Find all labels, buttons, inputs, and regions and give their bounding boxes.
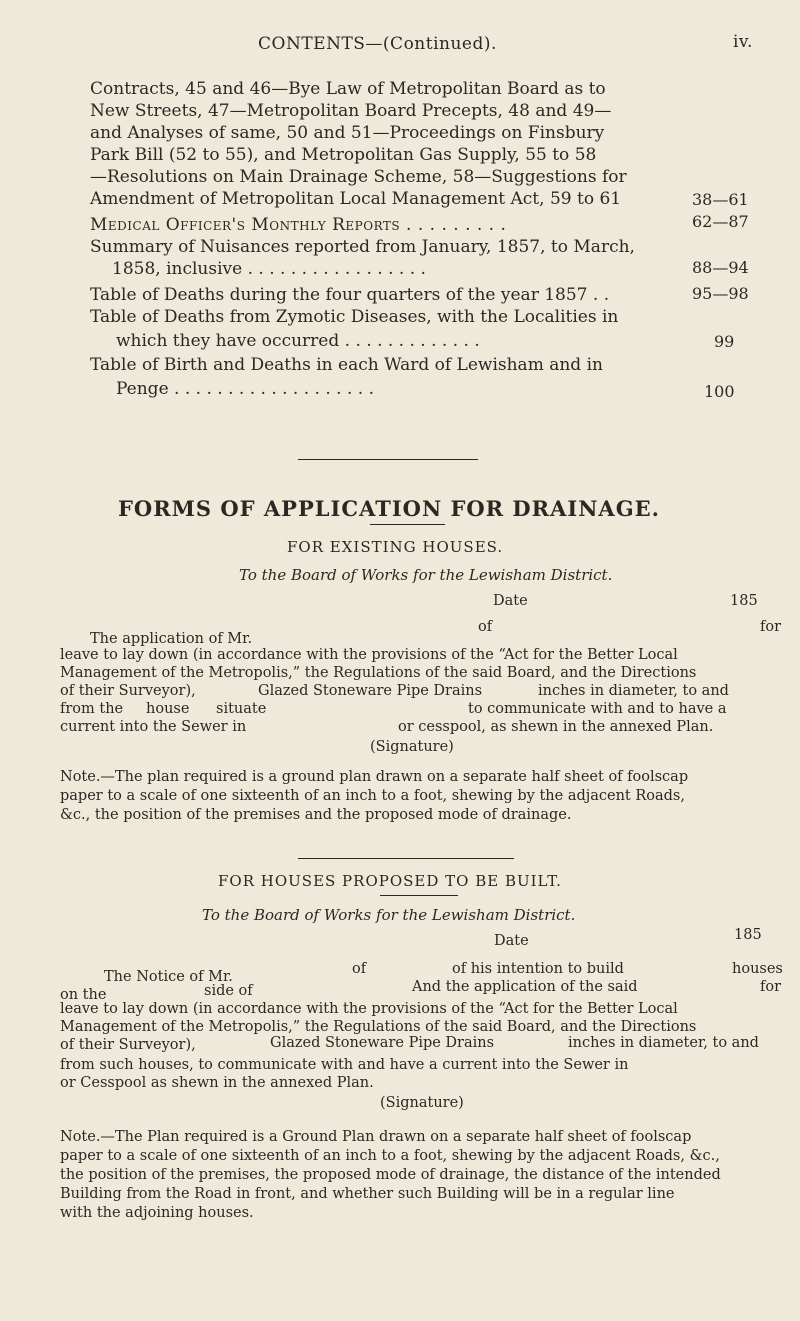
form-line: from the bbox=[60, 701, 124, 717]
form-line: for bbox=[760, 979, 782, 995]
form-line: houses bbox=[732, 961, 783, 977]
form-line: The Notice of Mr. bbox=[104, 969, 233, 985]
section-heading-existing: FOR EXISTING HOUSES. bbox=[287, 538, 504, 556]
toc-label: 1858, inclusive bbox=[112, 259, 243, 279]
toc-entry-birth: Table of Birth and Deaths in each Ward of Lewisham and in bbox=[90, 355, 603, 375]
toc-entry-birth-cont: Penge . . . . . . . . . . . . . . . . . . . bbox=[116, 379, 374, 399]
form-line: Glazed Stoneware Pipe Drains bbox=[270, 1035, 495, 1051]
form-line: or cesspool, as shewn in the annexed Plan. bbox=[398, 719, 714, 735]
note-existing bbox=[60, 768, 688, 825]
form-word: for bbox=[760, 619, 782, 635]
toc-line: —Resolutions on Main Drainage Scheme, 58—Suggestions for bbox=[90, 167, 627, 187]
form-line: of their Surveyor), bbox=[60, 683, 196, 699]
toc-label: Penge bbox=[116, 379, 169, 399]
page-number: iv. bbox=[733, 32, 753, 52]
divider bbox=[298, 459, 478, 460]
toc-line: Amendment of Metropolitan Local Management Act, 59 to 61 bbox=[90, 189, 622, 209]
note-line: paper to a scale of one sixteenth of an inch to a foot, shewing by the adjacent Roads, &c., bbox=[60, 1148, 720, 1164]
form-line: inches in diameter, to and bbox=[538, 683, 729, 699]
note-line: paper to a scale of one sixteenth of an inch to a foot, shewing by the adjacent Roads, bbox=[60, 788, 685, 804]
form-line: inches in diameter, to and bbox=[568, 1035, 759, 1051]
form-line: leave to lay down (in accordance with the provisions of the “Act for the Better Local bbox=[60, 1001, 678, 1017]
toc-label: Table of Deaths during the four quarters of the year 1857 bbox=[90, 285, 588, 305]
year: 185 bbox=[730, 593, 758, 609]
note-line: Building from the Road in front, and whether such Building will be in a regular line bbox=[60, 1186, 675, 1202]
toc-label: which they have occurred bbox=[116, 331, 340, 351]
toc-entry-table-deaths: Table of Deaths during the four quarters of the year 1857 . . bbox=[90, 285, 610, 305]
toc-pages: 62—87 bbox=[692, 212, 749, 231]
note-line: &c., the position of the premises and the proposed mode of drainage. bbox=[60, 807, 572, 823]
forms-title: FORMS OF APPLICATION FOR DRAINAGE. bbox=[118, 496, 660, 521]
form-word: of bbox=[478, 619, 493, 635]
toc-line: Contracts, 45 and 46—Bye Law of Metropolitan Board as to bbox=[90, 79, 606, 99]
note-proposed bbox=[60, 1128, 721, 1223]
signature-label: (Signature) bbox=[370, 739, 454, 755]
form-line: Management of the Metropolis,” the Regulations of the said Board, and the Directions bbox=[60, 1019, 697, 1035]
form-line: or Cesspool as shewn in the annexed Plan. bbox=[60, 1075, 374, 1091]
form-line: of his intention to build bbox=[452, 961, 624, 977]
divider bbox=[370, 524, 445, 525]
form-line: situate bbox=[216, 701, 267, 717]
form-line: current into the Sewer in bbox=[60, 719, 247, 735]
form-line: of their Surveyor), bbox=[60, 1037, 196, 1053]
addressee: To the Board of Works for the Lewisham District. bbox=[239, 566, 613, 584]
toc-entry-contracts bbox=[90, 78, 690, 210]
note-line: with the adjoining houses. bbox=[60, 1205, 254, 1221]
form-line: leave to lay down (in accordance with the provisions of the “Act for the Better Local bbox=[60, 647, 678, 663]
form-line: house bbox=[146, 701, 190, 717]
form-line: of bbox=[352, 961, 367, 977]
date-label: Date bbox=[494, 933, 529, 949]
toc-line: New Streets, 47—Metropolitan Board Precepts, 48 and 49— bbox=[90, 101, 612, 121]
form-line: on the bbox=[60, 987, 107, 1003]
toc-entry-zymotic: Table of Deaths from Zymotic Diseases, with the Localities in bbox=[90, 307, 619, 327]
form-line: side of bbox=[204, 983, 253, 999]
form-line: Management of the Metropolis,” the Regulations of the said Board, and the Directions bbox=[60, 665, 697, 681]
toc-line: Park Bill (52 to 55), and Metropolitan Gas Supply, 55 to 58 bbox=[90, 145, 597, 165]
toc-pages: 100 bbox=[704, 382, 735, 401]
form-line: Glazed Stoneware Pipe Drains bbox=[258, 683, 483, 699]
toc-entry-medical: Medical Officer's Monthly Reports . . . . . . . . . bbox=[90, 215, 507, 235]
form-line: And the application of the said bbox=[412, 979, 638, 995]
toc-pages: 99 bbox=[714, 332, 735, 351]
toc-entry-summary-cont: 1858, inclusive . . . . . . . . . . . . . . . . . bbox=[112, 259, 426, 279]
page-title: CONTENTS—(Continued). bbox=[258, 34, 497, 54]
form-line: from such houses, to communicate with and have a current into the Sewer in bbox=[60, 1057, 629, 1073]
addressee: To the Board of Works for the Lewisham District. bbox=[202, 906, 576, 924]
divider bbox=[380, 895, 458, 896]
note-line: the position of the premises, the proposed mode of drainage, the distance of the intended bbox=[60, 1167, 721, 1183]
note-line: Note.—The plan required is a ground plan drawn on a separate half sheet of foolscap bbox=[60, 769, 689, 785]
toc-pages: 88—94 bbox=[692, 258, 749, 277]
divider bbox=[298, 858, 514, 859]
form-line: The application of Mr. bbox=[90, 631, 253, 647]
year: 185 bbox=[734, 927, 762, 943]
toc-line: and Analyses of same, 50 and 51—Proceedings on Finsbury bbox=[90, 123, 605, 143]
toc-pages: 95—98 bbox=[692, 284, 749, 303]
toc-label: Medical Officer's Monthly Reports bbox=[90, 215, 401, 235]
section-heading-proposed: FOR HOUSES PROPOSED TO BE BUILT. bbox=[218, 872, 562, 890]
toc-entry-summary: Summary of Nuisances reported from January, 1857, to March, bbox=[90, 237, 635, 257]
toc-pages: 38—61 bbox=[692, 190, 749, 209]
note-line: Note.—The Plan required is a Ground Plan drawn on a separate half sheet of foolscap bbox=[60, 1129, 692, 1145]
date-label: Date bbox=[493, 593, 528, 609]
toc-entry-zymotic-cont: which they have occurred . . . . . . . . . . . . . bbox=[116, 331, 480, 351]
signature-label: (Signature) bbox=[380, 1095, 464, 1111]
form-line: to communicate with and to have a bbox=[468, 701, 727, 717]
